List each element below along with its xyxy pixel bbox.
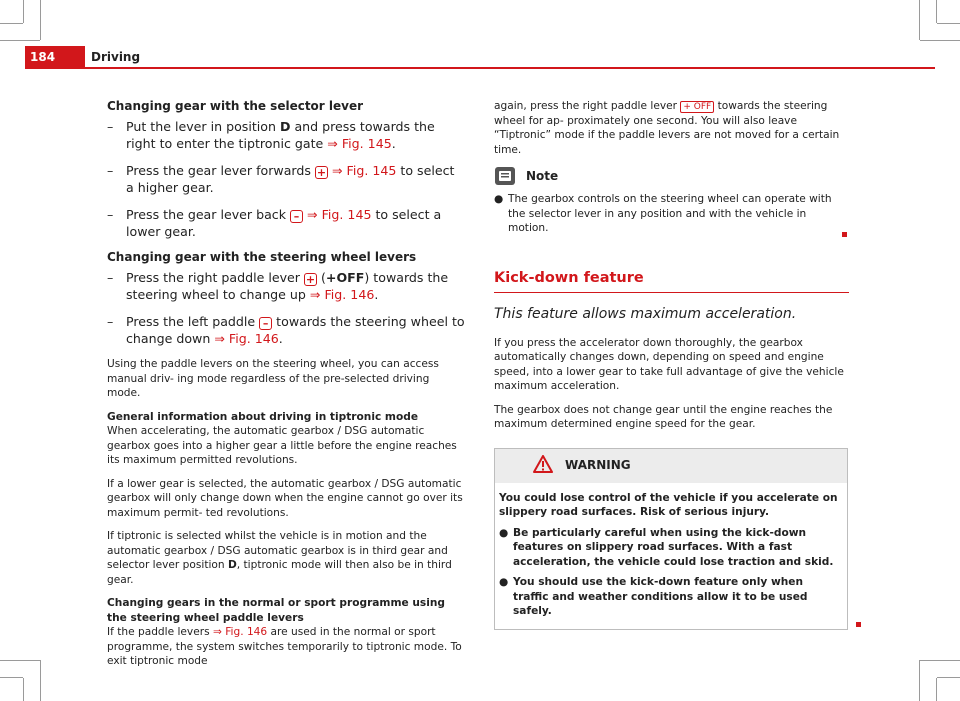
figure-link[interactable]: ⇒ Fig. 146	[212, 626, 268, 638]
figure-link[interactable]: ⇒ Fig. 146	[309, 287, 375, 302]
warning-triangle-icon	[533, 455, 553, 477]
info-heading: General information about driving in tiptronic mode	[107, 410, 418, 423]
plus-button-icon: +	[305, 273, 316, 286]
page-section-title: Driving	[91, 50, 141, 64]
section-title: Kick-down feature	[494, 269, 644, 286]
note-bullet: ● The gearbox controls on the steering wheel can operate with the selector lever in any position and with the vehicle in motion.	[494, 193, 832, 234]
crop-mark	[936, 0, 937, 23]
crop-mark	[23, 0, 24, 23]
selector-heading: Changing gear with the selector lever	[107, 99, 364, 113]
crop-mark	[937, 23, 960, 24]
note-hand-icon	[494, 166, 516, 186]
section-subtitle: This feature allows maximum acceleration.	[494, 305, 797, 322]
crop-mark	[40, 0, 41, 40]
warning-body	[495, 483, 847, 629]
warning-bullet: ● Be particularly careful when using the kick-down features on slippery road surfaces. With a fast acceleration, the vehicle could lose traction and skid.	[499, 526, 834, 568]
crop-mark	[937, 677, 960, 678]
figure-link[interactable]: ⇒ Fig. 145	[327, 136, 392, 151]
note-label: Note	[526, 168, 559, 183]
wheel-heading: Changing gear with the steering wheel levers	[107, 250, 417, 264]
crop-mark	[919, 660, 920, 701]
section-rule	[494, 292, 849, 293]
minus-button-icon: –	[259, 317, 272, 330]
crop-mark	[0, 23, 23, 24]
end-marker	[856, 622, 861, 627]
end-marker	[842, 232, 847, 237]
left-column	[107, 99, 465, 678]
step-item: – Press the gear lever forwards + ⇒ Fig. 145 to select a higher gear.	[107, 163, 455, 195]
crop-mark	[919, 0, 920, 40]
figure-link[interactable]: ⇒ Fig. 145	[307, 207, 372, 222]
paragraph: Using the paddle levers on the steering wheel, you can access manual driv- ing mode regardless of the pre-selected driving mode.	[107, 358, 439, 399]
crop-mark	[920, 40, 960, 41]
paragraph: If a lower gear is selected, the automatic gearbox / DSG automatic gearbox will only change down when the engine cannot go over its maximum permit- ted revolutions.	[107, 477, 463, 519]
paragraph: If tiptronic is selected whilst the vehicle is in motion and the automatic gearbox / DSG automatic gearbox is in third gear and selector lever position D, tiptronic mode will then also be in third gear.	[107, 530, 452, 586]
plus-off-key-icon: + OFF	[680, 101, 714, 113]
minus-button-icon: –	[290, 210, 303, 223]
step-item: – Put the lever in position D and press towards the right to enter the tiptronic gate ⇒ Fig. 145.	[107, 119, 435, 151]
header-rule	[85, 67, 935, 69]
paragraph: again, press the right paddle lever + OFF towards the steering wheel for ap- proximately one second. You will also leave “Tiptronic” mode if the paddle levers are not moved for a certain time.	[494, 100, 840, 156]
step-item: – Press the gear lever back – ⇒ Fig. 145 to select a lower gear.	[107, 207, 442, 239]
crop-mark	[936, 678, 937, 701]
warning-box	[494, 448, 848, 630]
crop-mark	[23, 678, 24, 701]
page-number: 184	[25, 46, 85, 69]
crop-mark	[920, 660, 960, 661]
paragraph: If you press the accelerator down thoroughly, the gearbox automatically changes down, depending on speed and engine speed, into a lower gear to take full advantage of give the vehicle maximum acceleration.	[494, 336, 844, 392]
warning-header	[495, 449, 847, 483]
warning-intro: You could lose control of the vehicle if you accelerate on slippery road surfaces. Risk of serious injury.	[499, 491, 838, 518]
crop-mark	[0, 660, 40, 661]
warning-label: WARNING	[565, 458, 631, 472]
paragraph: If the paddle levers ⇒ Fig. 146 are used in the normal or sport programme, the system switches temporarily to tiptronic mode. To exit tiptronic mode	[107, 626, 462, 667]
normal-programme-heading: Changing gears in the normal or sport programme using the steering wheel paddle levers	[107, 597, 445, 624]
step-item: – Press the right paddle lever + (+OFF) towards the steering wheel to change up ⇒ Fig. 146.	[107, 270, 449, 302]
figure-link[interactable]: ⇒ Fig. 145	[331, 163, 397, 178]
crop-mark	[0, 40, 40, 41]
crop-mark	[0, 677, 23, 678]
figure-link[interactable]: ⇒ Fig. 146	[214, 331, 279, 346]
crop-mark	[40, 660, 41, 701]
plus-button-icon: +	[316, 166, 327, 179]
step-item: – Press the left paddle – towards the steering wheel to change down ⇒ Fig. 146.	[107, 314, 465, 346]
warning-bullet: ● You should use the kick-down feature only when traffic and weather conditions allow it to be used safely.	[499, 576, 808, 617]
note-header	[494, 166, 849, 186]
paragraph: The gearbox does not change gear until the engine reaches the maximum determined engine speed for the gear.	[494, 403, 833, 430]
paragraph: When accelerating, the automatic gearbox / DSG automatic gearbox goes into a higher gear a little before the engine reaches its maximum permitted revolutions.	[107, 425, 457, 466]
right-column	[494, 99, 849, 630]
